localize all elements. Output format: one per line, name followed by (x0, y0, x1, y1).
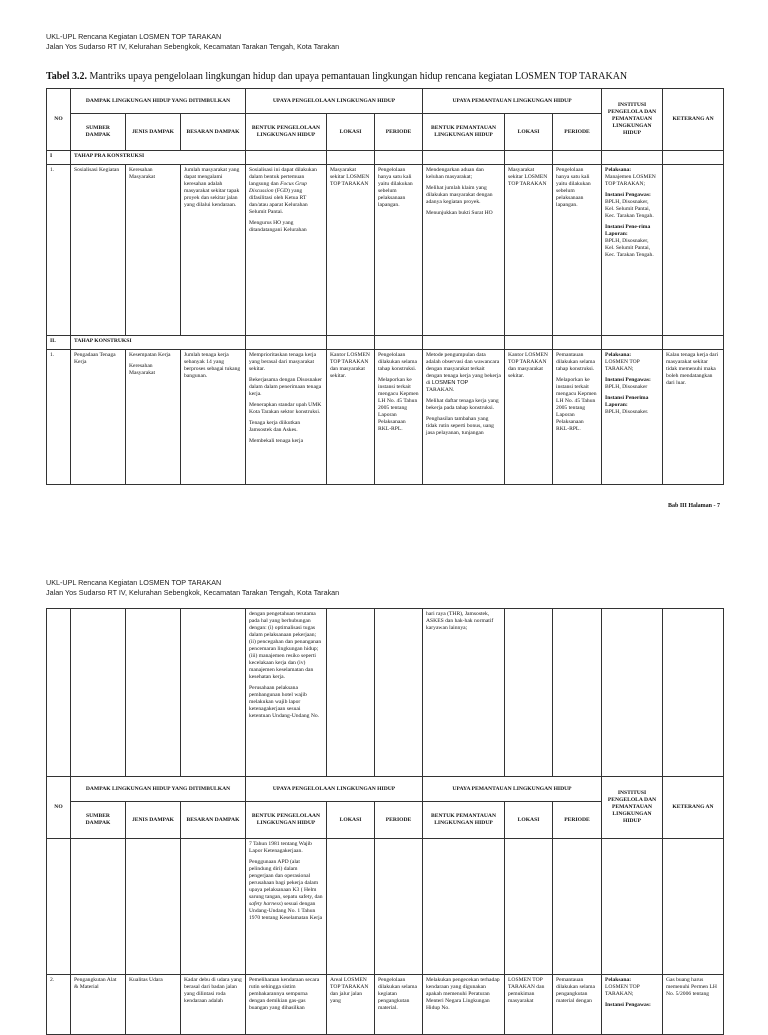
cell-besaran: Kadar debu di udara yang berasal dari badan jalan yang dilintasi roda kendaraan adalah (181, 975, 246, 1035)
label: Instansi Pengawas: (605, 1002, 651, 1008)
col-lokasi-2: LOKASI (505, 802, 553, 839)
header-title: UKL-UPL Rencana Kegiatan LOSMEN TOP TARAKAN (46, 578, 222, 587)
text: BPLH, Disosnaker. (605, 409, 649, 415)
text: Mengurus HO yang ditandatangani Kelurahan (249, 220, 307, 233)
cell-bentuk-pengelolaan (246, 350, 327, 485)
text: Sosialisasi ini dapat dilakukan dalam bentuk pertemuan langsung dan (249, 167, 317, 187)
col-institusi: INSTITUSI PENGELOLA DAN PEMANTAUAN LINGKUNGAN HIDUP (602, 89, 663, 151)
table-row (47, 975, 724, 1035)
text: Keresahan Masyarakat (129, 363, 156, 376)
col-dampak: DAMPAK LINGKUNGAN HIDUP YANG DITIMBULKAN (71, 777, 246, 802)
cell-periode (375, 350, 423, 485)
cell-bentuk-pengelolaan (246, 839, 327, 975)
col-sumber: SUMBER DAMPAK (71, 802, 126, 839)
cell-lokasi-2: Masyarakat sekitar LOSMEN TOP TARAKAN (505, 165, 553, 336)
col-bentuk-pengelolaan: BENTUK PENGELOLAAN LINGKUNGAN HIDUP (246, 802, 327, 839)
cell-jenis (126, 350, 181, 485)
col-lokasi: LOKASI (327, 114, 375, 151)
cell-lokasi-2: Kantor LOSMEN TOP TARAKAN dan masyarakat sekitar. (505, 350, 553, 485)
col-pengelolaan: UPAYA PENGELOLAAN LINGKUNGAN HIDUP (246, 89, 423, 114)
text: Tenaga kerja diikutkan Jamsostek dan Askes. (249, 420, 301, 433)
col-no: NO (47, 777, 71, 839)
text: Penggunaan APD (alat pelindung diri) dalam pengerjaan dan operasional perusahaan bagi pekerja dalam upaya pelaksanaan K3 ( Helm sarung tangan, sepatu safety, dan (249, 859, 323, 900)
label: Pelaksana: (605, 977, 632, 983)
cell-bentuk-pengelolaan (246, 609, 327, 777)
cell-bentuk-pengelolaan (246, 165, 327, 336)
text: 7 Tahun 1981 tentang Wajib Lapor Ketenagakerjaan. (249, 841, 312, 854)
header-address: Jalan Yos Sudarso RT IV, Kelurahan Sebengkok, Kecamatan Tarakan Tengah, Kota Tarakan (46, 42, 340, 51)
cell-lokasi: Areal LOSMEN TOP TARAKAN dan jalur jalan yang (327, 975, 375, 1035)
cell-periode-2: Pemantauan dilakukan selama pengangkutan material dengan (553, 975, 602, 1035)
col-institusi: INSTITUSI PENGELOLA DAN PEMANTAUAN LINGKUNGAN HIDUP (602, 777, 663, 839)
cell-periode-2: Pengelolaan hanya satu kali yaitu dilakukan sebelum pelaksanaan lapangan. (553, 165, 602, 336)
cell-periode: Pengelolaan hanya satu kali yaitu dilakukan sebelum pelaksanaan lapangan. (375, 165, 423, 336)
col-bentuk-pemantauan: BENTUK PEMANTAUAN LINGKUNGAN HIDUP (423, 114, 505, 151)
header-address: Jalan Yos Sudarso RT IV, Kelurahan Sebengkok, Kecamatan Tarakan Tengah, Kota Tarakan (46, 588, 340, 597)
cell-keterangan: Gas buang harus memenuhi Permen LH No. 5/2006 tentang (663, 975, 724, 1035)
col-bentuk-pemantauan: BENTUK PEMANTAUAN LINGKUNGAN HIDUP (423, 802, 505, 839)
col-pemantauan: UPAYA PEMANTAUAN LINGKUNGAN HIDUP (423, 777, 602, 802)
header-title: UKL-UPL Rencana Kegiatan LOSMEN TOP TARAKAN (46, 32, 222, 41)
text: Membekali tenaga kerja (249, 438, 304, 444)
col-besaran: BESARAN DAMPAK (181, 802, 246, 839)
text: Penghasilan tambahan yang tidak rutin seperti bonus, uang jasa pelayanan, tunjangan (426, 416, 494, 436)
label: Pelaksana: (605, 352, 632, 358)
section-no: II. (47, 336, 71, 350)
section-no: I (47, 151, 71, 165)
text: Menerapkan standar upah UMK Kota Tarakan sektor konstruksi. (249, 402, 322, 415)
cell-lokasi-2: LOSMEN TOP TARAKAN dan pemukiman masyarakat (505, 975, 553, 1035)
col-sumber: SUMBER DAMPAK (71, 114, 126, 151)
col-keterangan: KETERANG AN (663, 777, 724, 839)
cell-sumber: Sosialisasi Kegiatan (71, 165, 126, 336)
text: Metode pengumpulan data adalah observasi dan wawancara dengan masyarakat terkait dengan tenaga kerja yang bekerja di (426, 352, 501, 386)
col-besaran: BESARAN DAMPAK (181, 114, 246, 151)
section-row (47, 151, 724, 165)
running-header (46, 578, 339, 598)
cell-bentuk-pengelolaan: Pemeliharaan kendaraan secara rutin sehingga sistim pembakarannya sempurna dengan demikian gas-gas buangan yang dihasilkan (246, 975, 327, 1035)
cell-bentuk-pemantauan (423, 350, 505, 485)
col-dampak: DAMPAK LINGKUNGAN HIDUP YANG DITIMBULKAN (71, 89, 246, 114)
label: Instansi Penerima Laporan: (605, 395, 649, 408)
text: BPLH, Disosnaker, Kel. Selumit Pantai, Kec. Tarakan Tengah. (605, 238, 654, 258)
text: Melihat jumlah klaim yang dilakukan masyarakat dengan adanya kegiatan proyek. (426, 185, 493, 205)
section-title: TAHAP PRA KONSTRUKSI (71, 151, 246, 165)
text: (FGD) yang difasilitasi oleh Ketua RT dan/atau aparat Kelurahan Selumit Pantai. (249, 188, 308, 215)
col-no: NO (47, 89, 71, 151)
col-periode: PERIODE (375, 114, 423, 151)
matrix-table (46, 88, 724, 485)
cell-sumber: Pengangkutan Alat & Material (71, 975, 126, 1035)
running-header (46, 32, 339, 52)
col-periode-2: PERIODE (553, 802, 602, 839)
text: Kesempatan Kerja (129, 352, 171, 358)
cell-besaran: Jumlah tenaga kerja sebanyak 14 yang berproses sebagai tukang bangunan. (181, 350, 246, 485)
text: Bekerjasama dengan Disosnaker dalam dalam penerimaan tenaga kerja. (249, 377, 323, 397)
row-no: 1. (47, 350, 71, 485)
section-row (47, 336, 724, 350)
text: LOSMEN TOP TARAKAN; (605, 359, 640, 372)
col-jenis: JENIS DAMPAK (126, 114, 181, 151)
text-italic: Focus Grup Discussion (249, 181, 307, 194)
col-pengelolaan: UPAYA PENGELOLAAN LINGKUNGAN HIDUP (246, 777, 423, 802)
section-title: TAHAP KONSTRUKSI (71, 336, 246, 350)
cell-institusi (602, 975, 663, 1035)
matrix-table-continued (46, 608, 724, 1035)
cell-lokasi: Kantor LOSMEN TOP TARAKAN dan masyarakat sekitar. (327, 350, 375, 485)
table-row (47, 609, 724, 777)
cell-bentuk-pemantauan (423, 165, 505, 336)
text: Manajemen LOSMEN TOP TARAKAN; (605, 174, 656, 187)
cell-institusi (602, 350, 663, 485)
text: Memprioritaskan tenaga kerja yang berasal dari masyarakat sekitar. (249, 352, 317, 372)
col-pemantauan: UPAYA PEMANTAUAN LINGKUNGAN HIDUP (423, 89, 602, 114)
col-periode-2: PERIODE (553, 114, 602, 151)
caption-text: Mantriks upaya pengelolaan lingkungan hidup dan upaya pemantauan lingkungan hidup rencana kegiatan LOSMEN TOP TARAKAN (87, 71, 628, 82)
caption-label: Tabel 3.2. (46, 71, 88, 82)
row-no: 1. (47, 165, 71, 336)
cell-institusi (602, 165, 663, 336)
text: BPLH, Disosnaker, Kel. Selumit Pantai, Kec. Tarakan Tengah. (605, 199, 654, 219)
cell-besaran: Jumlah masyarakat yang dapat mengalami keresahan adalah masyarakat sekitar tapak proyek dan sekitar jalan yang dilalui kendaraan. (181, 165, 246, 336)
text: Pemantauan dilakukan selama tahap konstruksi. (556, 352, 596, 372)
col-bentuk-pengelolaan: BENTUK PENGELOLAAN LINGKUNGAN HIDUP (246, 114, 327, 151)
text: LOSMEN TOP (431, 380, 469, 386)
page-footer: Bab III Halaman - 7 (668, 503, 721, 509)
row-no: 2. (47, 975, 71, 1035)
text: BPLH, Disosnaker (605, 384, 648, 390)
document-page-2 (0, 566, 768, 1024)
cell-bentuk-pemantauan: hari raya (THR), Jamsostek, ASKES dan hak-hak normatif karyawan lainnya; (423, 609, 505, 777)
col-lokasi: LOKASI (327, 802, 375, 839)
table-caption (46, 71, 627, 82)
label: Instansi Pengawas: (605, 377, 651, 383)
col-lokasi-2: LOKASI (505, 114, 553, 151)
text: Mendengarkan aduan dan keluhan masyarakat; (426, 167, 484, 180)
text: Menunjukkan bukti Surat HO (426, 210, 493, 216)
text: TARAKAN. (426, 387, 455, 393)
col-jenis: JENIS DAMPAK (126, 802, 181, 839)
text: Melaporkan ke instansi terkait mengacu Kepmen LH No. 45 Tahun 2005 tentang Laporan Pelaksanaan RKL-RPL. (378, 377, 419, 432)
cell-jenis: Kualitas Udara (126, 975, 181, 1035)
cell-sumber: Pengadaan Tenaga Kerja (71, 350, 126, 485)
text: Perusahaan pelaksana pembangunan hotel wajib melakukan wajib lapor ketenagakerjaan sesuai ketentuan Undang-Undang No. (249, 685, 320, 719)
label: Pelaksana: (605, 167, 632, 173)
text: Melihat daftar tenaga kerja yang bekerja pada tahap konstruksi. (426, 398, 499, 411)
text: ) sesuai dengan Undang-Undang No. 1 Tahun 1970 tentang Keselamatan Kerja (249, 901, 323, 921)
cell-periode: Pengelolaan dilakukan selama kegiatan pengangkutan material. (375, 975, 423, 1035)
text: dengan pengetahuan terutama pada hal yang berhubungan dengan: (i) optimalisasi tugas dalam pelaksanaan pekerjaan; (ii) pencegahan dan penanganan pencemaran lingkungan hidup; (iii) manajemen resiko seperti kecelakaan kerja dan (iv) manajemen keselamatan dan kesehatan kerja. (249, 611, 322, 680)
cell-keterangan (663, 165, 724, 336)
cell-lokasi: Masyarakat sekitar LOSMEN TOP TARAKAN (327, 165, 375, 336)
cell-jenis: Keresahan Masyarakat (126, 165, 181, 336)
cell-bentuk-pemantauan: Melakukan pengecekan terhadap kendaraan yang digunakan apakah memenuhi Peraturan Menteri Negara Lingkungan Hidup No. (423, 975, 505, 1035)
text: Pengelolaan dilakukan selama tahap konstruksi. (378, 352, 417, 372)
table-row (47, 165, 724, 336)
col-periode: PERIODE (375, 802, 423, 839)
label: Instansi Pene-rima Laporan: (605, 224, 651, 237)
text: LOSMEN TOP TARAKAN; (605, 984, 640, 997)
cell-keterangan: Kalau tenaga kerja dari masyarakat sekitar tidak memenuhi maka boleh mendatangkan dari luar. (663, 350, 724, 485)
text-italic: safety harness (249, 901, 281, 907)
table-row (47, 839, 724, 975)
cell-periode-2 (553, 350, 602, 485)
text: Melaporkan ke instansi terkait mengacu Kepmen LH No. 45 Tahun 2005 tentang Laporan Pelaksanaan RKL-RPL. (556, 377, 597, 432)
col-keterangan: KETERANG AN (663, 89, 724, 151)
label: Instansi Pengawas: (605, 192, 651, 198)
table-row (47, 350, 724, 485)
